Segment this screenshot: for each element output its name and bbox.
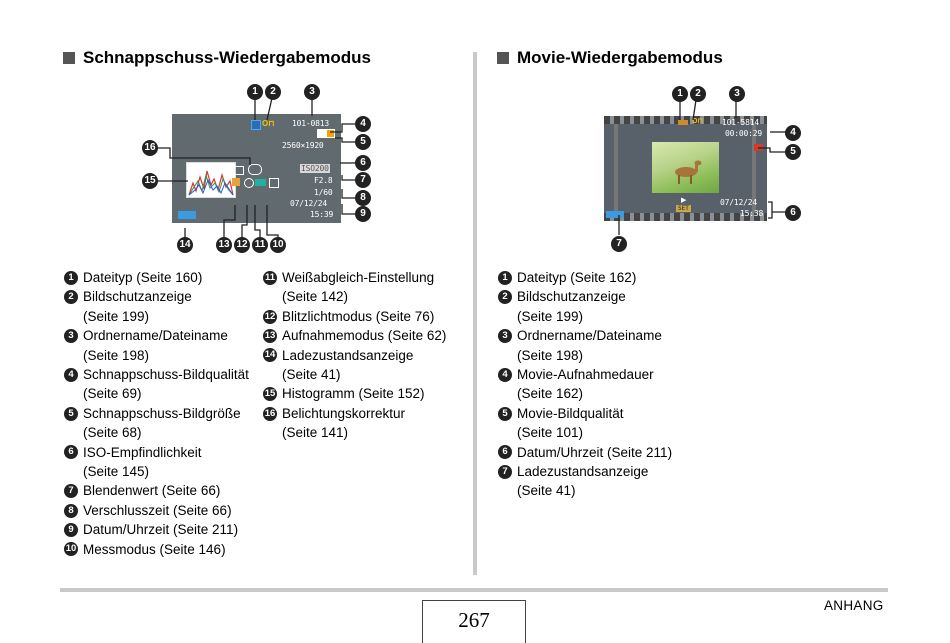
- list-item-text: Bildschutzanzeige: [517, 289, 626, 305]
- number-badge: 1: [64, 271, 78, 285]
- number-badge: 14: [264, 349, 276, 361]
- square-bullet-icon: [63, 52, 75, 64]
- number-badge: 7: [64, 484, 78, 498]
- number-badge: 3: [498, 329, 512, 343]
- section-title-movie-text: Movie-Wiedergabemodus: [517, 48, 723, 67]
- list-item-text: (Seite 199): [83, 308, 150, 324]
- list-item: [64, 481, 249, 500]
- callout-14: 14: [177, 237, 193, 253]
- callout-1: 1: [247, 84, 263, 100]
- movie-duration: 00:00:29: [725, 129, 762, 138]
- callout-3: 3: [304, 84, 320, 100]
- list-item-text: Dateityp (Seite 160): [83, 270, 203, 285]
- list-item-text: ISO-Empfindlichkeit: [83, 444, 202, 460]
- list-item: [498, 287, 672, 306]
- protect-key-icon: O⊓: [692, 118, 703, 125]
- list-item-text: (Seite 145): [83, 464, 150, 480]
- movie-callout-1: 1: [672, 86, 688, 102]
- callout-2: 2: [265, 84, 281, 100]
- list-item-text: Messmodus (Seite 146): [83, 541, 226, 557]
- movie-callout-4: 4: [785, 125, 801, 141]
- list-item: [64, 443, 249, 462]
- list-item: [498, 268, 672, 287]
- snapshot-legend-col1: [64, 268, 249, 559]
- list-item-text: Belichtungskorrektur: [282, 405, 406, 421]
- movie-date-value: 07/12/24: [720, 198, 757, 207]
- list-item-text: Movie-Bildqualität: [517, 405, 624, 421]
- list-item-text: Verschlusszeit (Seite 66): [83, 502, 232, 518]
- callout-8: 8: [355, 190, 371, 206]
- movie-callout-7: 7: [611, 236, 627, 252]
- list-item: [263, 307, 446, 326]
- list-item: [64, 520, 249, 539]
- number-badge: 4: [498, 368, 512, 382]
- movie-legend: [498, 268, 672, 501]
- list-item: [498, 443, 672, 462]
- number-badge: 11: [264, 271, 276, 283]
- movie-folder-file-name: 101-5814: [722, 118, 759, 127]
- list-item-text: Movie-Aufnahmedauer: [517, 367, 654, 383]
- callout-15: 15: [142, 173, 158, 189]
- list-item-text: Dateityp (Seite 162): [517, 270, 637, 285]
- number-badge: 9: [64, 523, 78, 537]
- list-item-text: (Seite 162): [517, 386, 584, 402]
- number-badge: 2: [498, 290, 512, 304]
- number-badge: 8: [64, 504, 78, 518]
- set-button-label: SET: [678, 205, 689, 212]
- list-item-text: Datum/Uhrzeit (Seite 211): [83, 522, 239, 538]
- snapshot-legend-col2: [263, 268, 446, 443]
- list-item-text: Histogramm (Seite 152): [282, 386, 425, 402]
- list-item: [64, 365, 249, 384]
- section-title-movie: [497, 48, 723, 68]
- date-value: 07/12/24: [290, 199, 327, 208]
- movie-callout-6: 6: [785, 205, 801, 221]
- vertical-divider: [473, 52, 477, 575]
- list-item: [64, 287, 249, 306]
- list-item-text: Bildschutzanzeige: [83, 289, 192, 305]
- list-item: [64, 404, 249, 423]
- play-icon: ▶: [681, 197, 687, 204]
- callout-13: 13: [216, 237, 232, 253]
- square-bullet-icon: [497, 52, 509, 64]
- list-item-text: Datum/Uhrzeit (Seite 211): [517, 444, 673, 460]
- callout-16: 16: [142, 140, 158, 156]
- number-badge: 5: [498, 407, 512, 421]
- number-badge: 15: [264, 388, 276, 400]
- list-item-text: Schnappschuss-Bildgröße: [83, 405, 241, 421]
- list-item: [263, 384, 446, 403]
- number-badge: 13: [264, 329, 276, 341]
- list-item: [263, 326, 446, 345]
- list-item-text: Blitzlichtmodus (Seite 76): [282, 308, 435, 324]
- number-badge: 12: [264, 310, 276, 322]
- list-item-text: Ladezustandsanzeige: [282, 347, 414, 363]
- number-badge: 1: [498, 271, 512, 285]
- iso-value: ISO200: [301, 164, 329, 173]
- list-item-text: (Seite 142): [282, 289, 349, 305]
- number-badge: 3: [64, 329, 78, 343]
- folder-file-name: 101-0813: [292, 119, 329, 128]
- callout-7: 7: [355, 172, 371, 188]
- number-badge: 10: [65, 543, 77, 555]
- list-item-text: Ladezustandsanzeige: [517, 464, 649, 480]
- list-item: [498, 326, 672, 345]
- list-item-text: (Seite 101): [517, 425, 584, 441]
- list-item-text: Ordnername/Dateiname: [83, 328, 228, 344]
- number-badge: 6: [498, 445, 512, 459]
- time-value: 15:39: [310, 210, 334, 219]
- list-item-text: (Seite 68): [83, 425, 142, 441]
- callout-5: 5: [355, 134, 371, 150]
- list-item-text: (Seite 199): [517, 308, 584, 324]
- section-title-snapshot-text: Schnappschuss-Wiedergabemodus: [83, 48, 371, 67]
- list-item-text: (Seite 41): [282, 367, 341, 383]
- list-item-text: Weißabgleich-Einstellung: [282, 270, 435, 285]
- list-item-text: Schnappschuss-Bildqualität: [83, 367, 249, 383]
- number-badge: 7: [498, 465, 512, 479]
- callout-10: 10: [270, 237, 286, 253]
- list-item: [498, 365, 672, 384]
- list-item-text: Blendenwert (Seite 66): [83, 483, 221, 499]
- list-item: [64, 540, 249, 559]
- image-size: 2560×1920: [282, 141, 324, 150]
- movie-time-value: 15:38: [740, 209, 764, 218]
- number-badge: 6: [64, 445, 78, 459]
- list-item-text: (Seite 69): [83, 386, 142, 402]
- number-badge: 5: [64, 407, 78, 421]
- list-item-text: (Seite 198): [83, 347, 150, 363]
- number-badge: 4: [64, 368, 78, 382]
- movie-callout-5: 5: [785, 144, 801, 160]
- list-item: [64, 268, 249, 287]
- footer-rule: [60, 588, 888, 592]
- list-item: [498, 462, 672, 481]
- list-item-text: (Seite 198): [517, 347, 584, 363]
- number-badge: 2: [64, 290, 78, 304]
- list-item: [263, 404, 446, 423]
- list-item-text: Aufnahmemodus (Seite 62): [282, 328, 447, 344]
- list-item-text: (Seite 41): [517, 483, 576, 499]
- movie-callout-3: 3: [729, 86, 745, 102]
- callout-4: 4: [355, 116, 371, 132]
- callout-9: 9: [355, 206, 371, 222]
- movie-callout-2: 2: [690, 86, 706, 102]
- list-item: [263, 346, 446, 365]
- list-item: [64, 501, 249, 520]
- aperture-value: F2.8: [314, 176, 333, 185]
- list-item: [64, 326, 249, 345]
- number-badge: 16: [264, 407, 276, 419]
- page-number: 267: [422, 600, 526, 643]
- snapshot-callout-lines: [130, 80, 380, 260]
- list-item: [263, 268, 446, 287]
- callout-6: 6: [355, 155, 371, 171]
- section-label: ANHANG: [824, 598, 884, 613]
- list-item: [498, 404, 672, 423]
- list-item-text: (Seite 141): [282, 425, 349, 441]
- shutter-value: 1/60: [314, 188, 333, 197]
- movie-callout-lines: [600, 80, 810, 250]
- callout-12: 12: [234, 237, 250, 253]
- list-item-text: Ordnername/Dateiname: [517, 328, 662, 344]
- section-title-snapshot: [63, 48, 371, 68]
- callout-11: 11: [252, 237, 268, 253]
- protect-key-icon: O⊓: [262, 119, 275, 128]
